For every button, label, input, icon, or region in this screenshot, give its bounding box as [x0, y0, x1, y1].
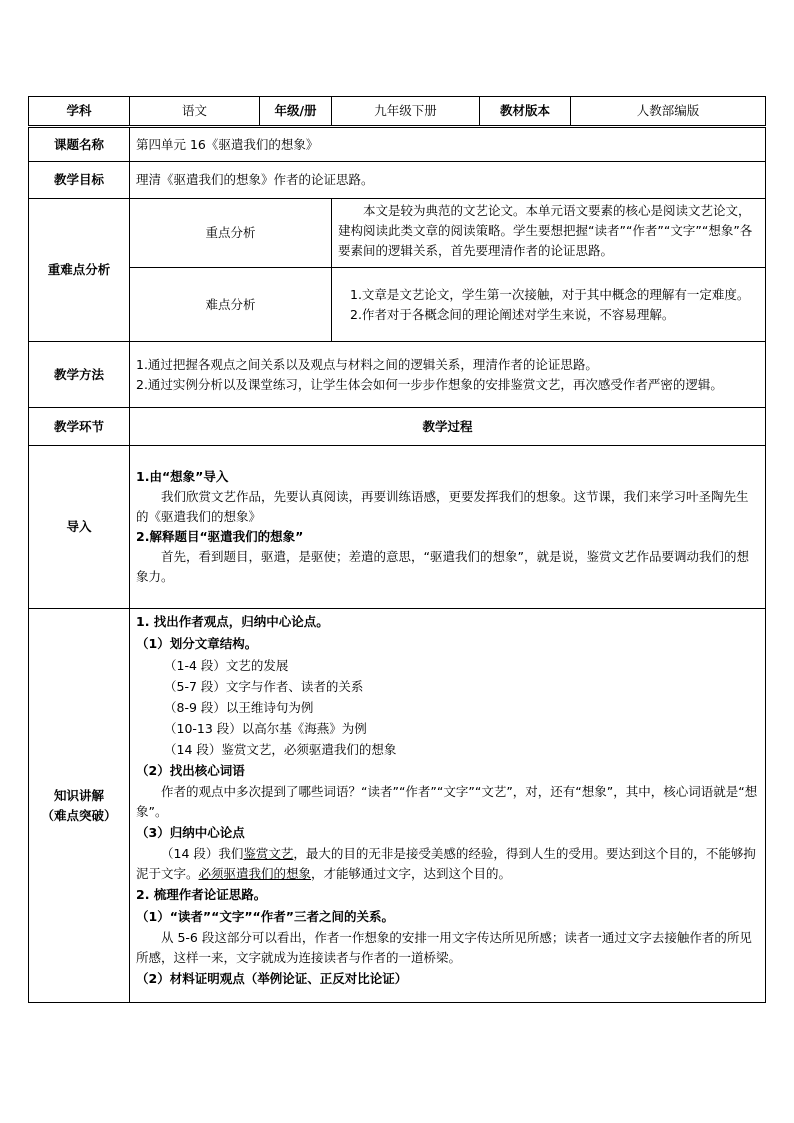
key-point-text: 本文是较为典范的文艺论文。本单元语文要素的核心是阅读文艺论文，建构阅读此类文章的阅读策略。学生要想把握“读者”“作者”“文字”“想象”各要素间的逻辑关系，首先要理清作者的论证思路。 [338, 203, 753, 258]
intro-paragraph: 我们欣赏文艺作品，先要认真阅读，再要训练语感，更要发挥我们的想象。这节课，我们来学习叶圣陶先生的《驱遣我们的想象》 [136, 489, 749, 524]
hard-point-row [29, 268, 766, 342]
difficulty-label: 重难点分析 [29, 199, 130, 342]
key-point-row [29, 199, 766, 268]
hard-point-item: 2.作者对于各概念间的理论阐述对学生来说，不容易理解。 [350, 306, 675, 322]
knowledge-label: 知识讲解 [53, 787, 104, 803]
underlined-phrase: 必须驱遣我们的想象 [198, 866, 312, 881]
structure-item: （1-4 段）文艺的发展 [164, 658, 289, 673]
lesson-plan-table [28, 96, 766, 1003]
method-item: 2.通过实例分析以及课堂练习，让学生体会如何一步步作想象的安排鉴赏文艺，再次感受作者严密的逻辑。 [136, 376, 723, 392]
method-label: 教学方法 [29, 342, 130, 408]
knowledge-heading: 2. 梳理作者论证思路。 [136, 887, 267, 902]
lesson-value: 第四单元 16《驱遣我们的想象》 [130, 127, 766, 162]
intro-row [29, 446, 766, 609]
lesson-label: 课题名称 [29, 127, 130, 162]
goal-value: 理清《驱遣我们的想象》作者的论证思路。 [130, 162, 766, 199]
knowledge-paragraph: （14 段）我们鉴赏文艺，最大的目的无非是接受美感的经验，得到人生的受用。要达到这个目的，不能够拘泥于文字。必须驱遣我们的想象，才能够通过文字，达到这个目的。 [136, 846, 756, 881]
subject-label: 学科 [29, 97, 130, 127]
edition-label: 教材版本 [480, 97, 571, 127]
knowledge-subheading: （2）找出核心词语 [136, 763, 245, 778]
knowledge-subheading: （3）归纳中心论点 [136, 825, 245, 840]
key-point-label: 重点分析 [130, 199, 332, 268]
edition-value: 人教部编版 [571, 97, 766, 127]
goal-label: 教学目标 [29, 162, 130, 199]
structure-item: （14 段）鉴赏文艺，必须驱遣我们的想象 [164, 742, 397, 757]
goal-row [29, 162, 766, 199]
intro-label: 导入 [29, 446, 130, 609]
hard-point-item: 1.文章是文艺论文，学生第一次接触，对于其中概念的理解有一定难度。 [350, 286, 750, 302]
process-stage-label: 教学环节 [29, 408, 130, 446]
underlined-phrase: 鉴赏文艺 [243, 846, 294, 861]
grade-value: 九年级下册 [332, 97, 480, 127]
subject-value: 语文 [130, 97, 260, 127]
knowledge-subheading: （2）材料证明观点（举例论证、正反对比论证） [136, 971, 408, 986]
process-header-row [29, 408, 766, 446]
lesson-plan-page [28, 96, 765, 1003]
knowledge-paragraph: 作者的观点中多次提到了哪些词语？“读者”“作者”“文字”“文艺”，对，还有“想象”，其中，核心词语就是“想象”。 [136, 784, 758, 819]
knowledge-subheading: （1）“读者”“文字”“作者”三者之间的关系。 [136, 909, 394, 924]
method-item: 1.通过把握各观点之间关系以及观点与材料之间的逻辑关系，理清作者的论证思路。 [136, 356, 598, 372]
intro-paragraph: 首先，看到题目，驱遣，是驱使；差遣的意思，“驱遣我们的想象”，就是说，鉴赏文艺作品要调动我们的想象力。 [136, 549, 749, 584]
structure-item: （5-7 段）文字与作者、读者的关系 [164, 679, 364, 694]
method-row [29, 342, 766, 408]
intro-heading: 2.解释题目“驱遣我们的想象” [136, 529, 304, 544]
knowledge-row [29, 609, 766, 1003]
knowledge-subheading: （1）划分文章结构。 [136, 636, 258, 651]
lesson-row [29, 127, 766, 162]
structure-item: （10-13 段）以高尔基《海燕》为例 [164, 721, 367, 736]
hard-point-label: 难点分析 [130, 268, 332, 342]
process-label: 教学过程 [130, 408, 766, 446]
knowledge-paragraph: 从 5-6 段这部分可以看出，作者一作想象的安排一用文字传达所见所感；读者一通过文字去接触作者的所见所感，这样一来，文字就成为连接读者与作者的一道桥梁。 [136, 930, 752, 965]
knowledge-heading: 1. 找出作者观点，归纳中心论点。 [136, 614, 329, 629]
structure-item: （8-9 段）以王维诗句为例 [164, 700, 314, 715]
grade-label: 年级/册 [260, 97, 332, 127]
intro-heading: 1.由“想象”导入 [136, 469, 229, 484]
header-row [29, 97, 766, 127]
knowledge-sublabel: （难点突破） [41, 807, 117, 823]
